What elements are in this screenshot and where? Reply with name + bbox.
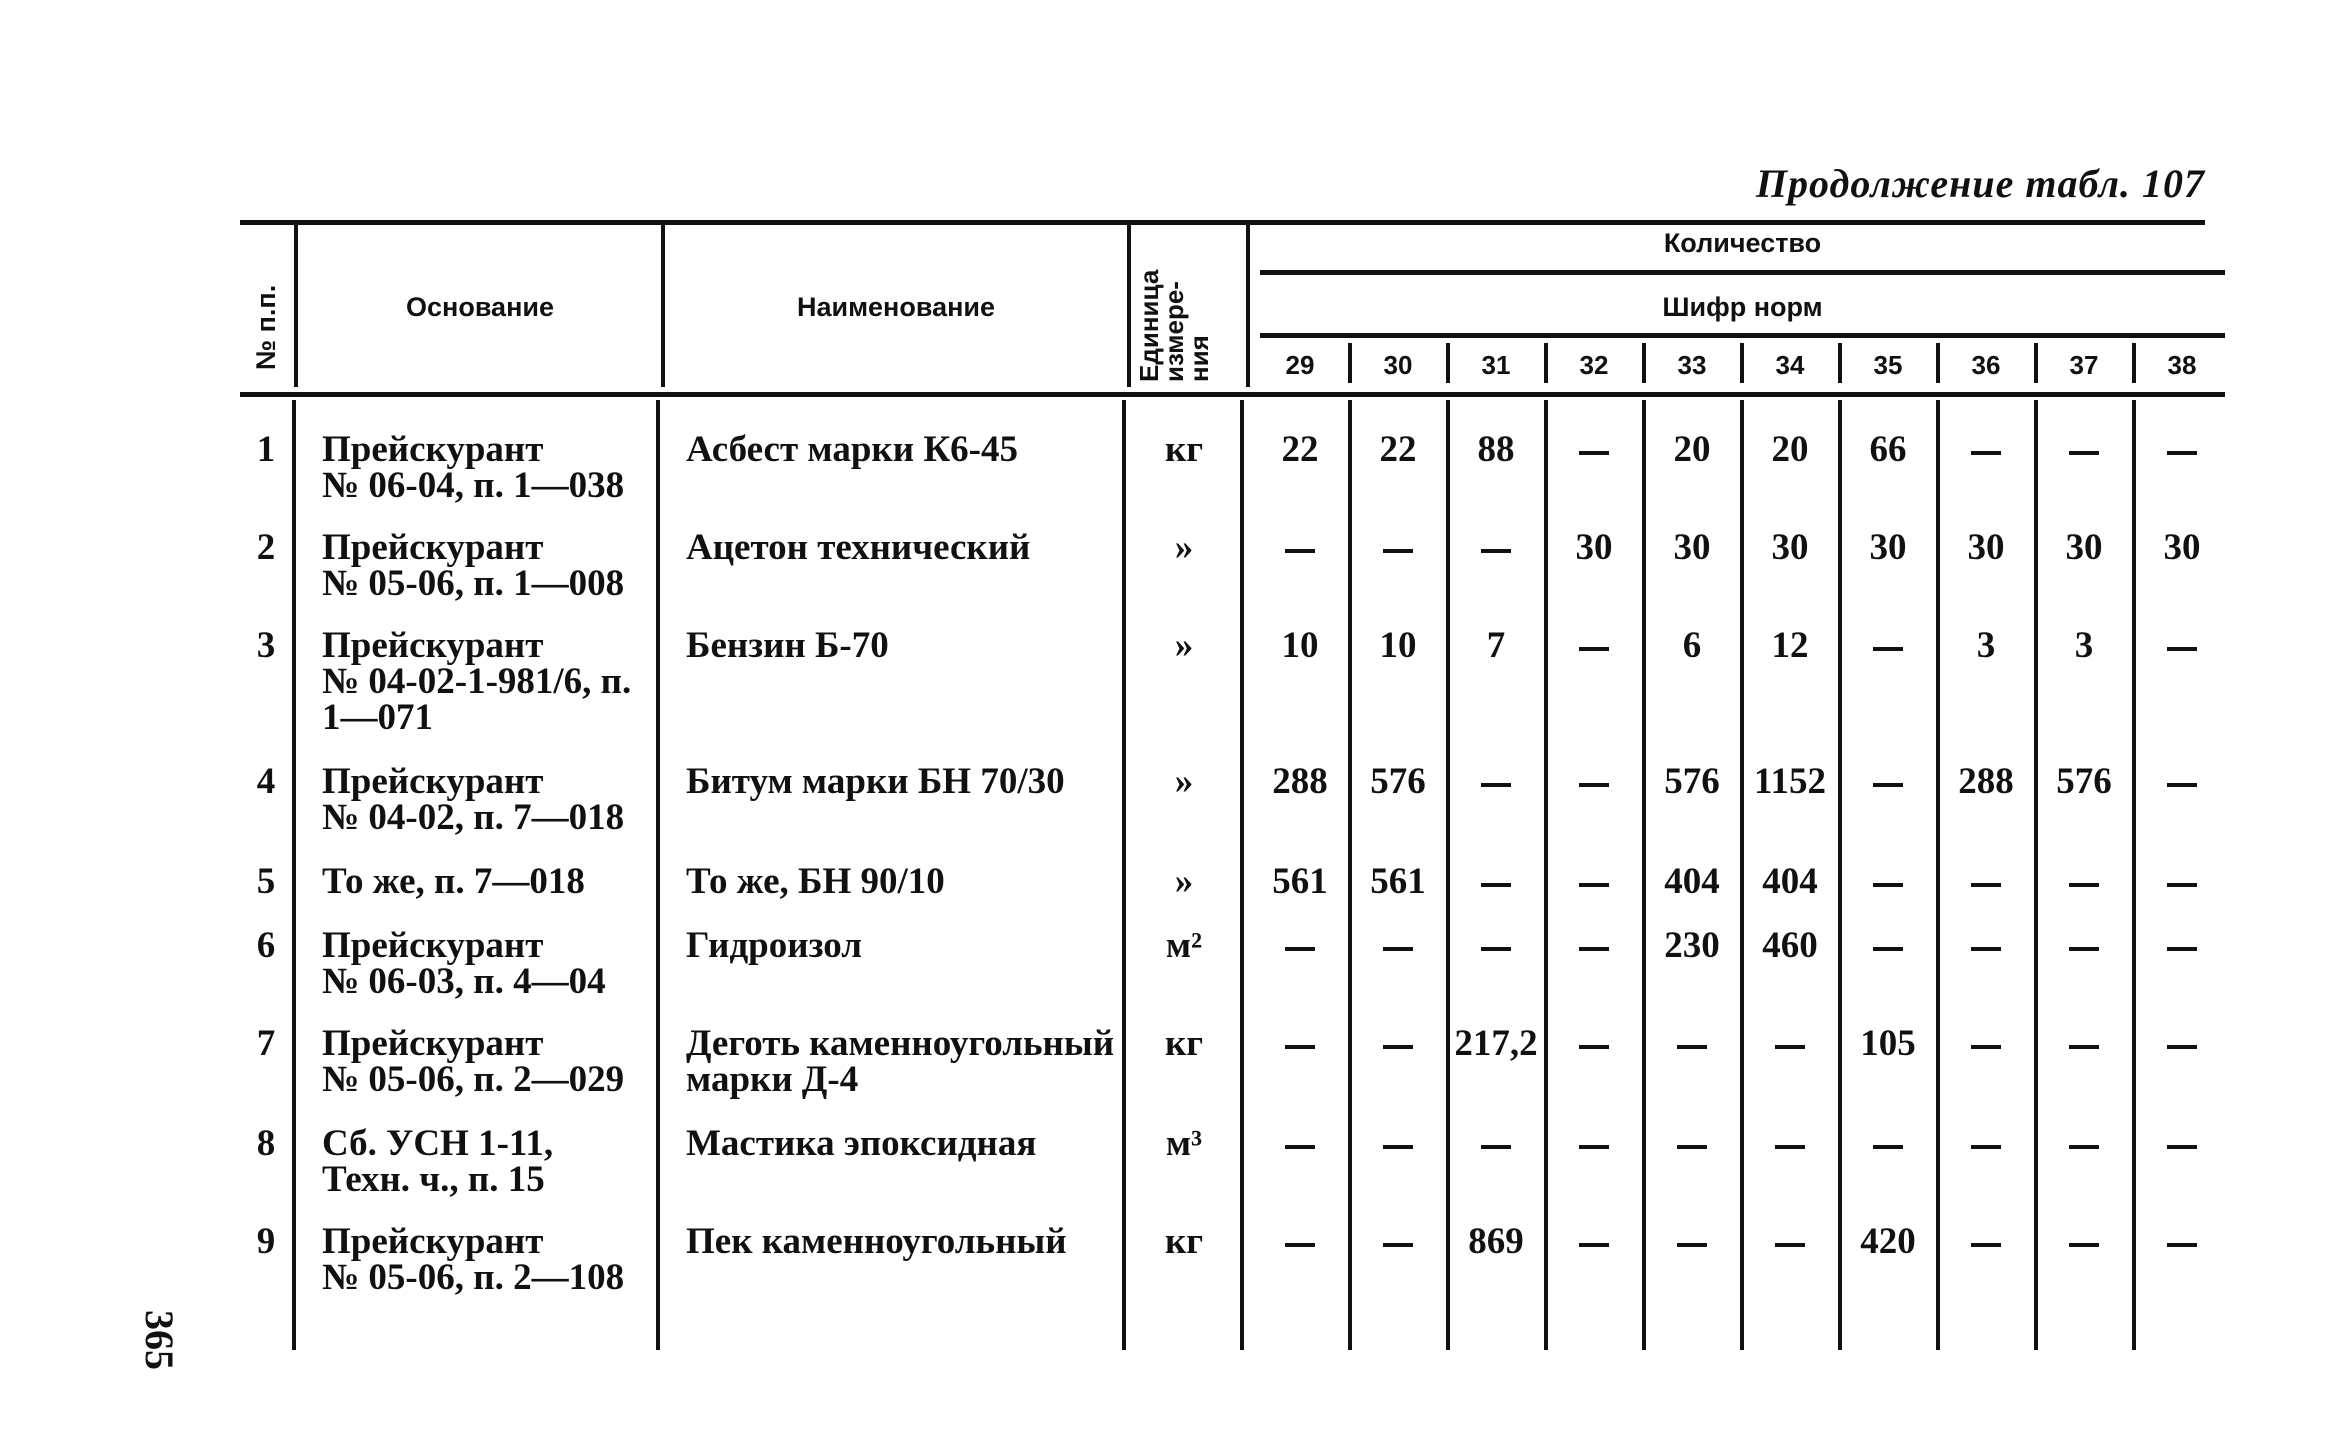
row-unit: » [1174, 861, 1194, 902]
name-line: Деготь каменноугольный [686, 1023, 1115, 1064]
row-unit: кг [1164, 1023, 1204, 1064]
quantity-cell: 12 [1771, 625, 1809, 666]
quantity-cell: 288 [1958, 761, 2014, 802]
basis-line: Прейскурант [322, 1221, 544, 1262]
norm-code-35: 35 [1873, 350, 1903, 380]
row-number: 1 [256, 429, 276, 470]
basis-line: № 06-04, п. 1—038 [322, 465, 625, 506]
dash-mark [1971, 883, 2001, 887]
quantity-cell [2134, 928, 2230, 964]
dash-mark [1285, 1045, 1315, 1049]
basis-line: Сб. УСН 1-11, [322, 1123, 554, 1164]
quantity-cell [1840, 928, 1936, 964]
basis-line: № 05-06, п. 2—029 [322, 1059, 625, 1100]
name-line: Асбест марки К6-45 [686, 429, 1018, 470]
norm-code-divider [1936, 343, 1940, 383]
dash-mark [2069, 947, 2099, 951]
quantity-cell [1742, 1026, 1838, 1062]
header-divider [294, 225, 298, 387]
row-name [686, 1023, 1116, 1100]
row-number: 7 [256, 1023, 276, 1064]
quantity-cell: 88 [1477, 429, 1515, 470]
quantity-cell: 561 [1370, 861, 1426, 902]
quantity-cell [2134, 864, 2230, 900]
quantity-cell: 1152 [1754, 761, 1826, 802]
quantity-cell [1840, 864, 1936, 900]
quantity-cell [2134, 432, 2230, 468]
table-row [0, 527, 2335, 620]
header-basis: Основание [406, 292, 554, 322]
basis-line: № 05-06, п. 1—008 [322, 563, 625, 604]
dash-mark [1971, 1243, 2001, 1247]
row-name [686, 761, 1116, 802]
quantity-cell: 30 [1673, 527, 1711, 568]
dash-mark [1971, 947, 2001, 951]
name-line: То же, БН 90/10 [686, 861, 945, 902]
dash-mark [1677, 1243, 1707, 1247]
quantity-cell [1546, 1026, 1642, 1062]
dash-mark [1481, 947, 1511, 951]
header-divider [1246, 225, 1250, 387]
row-name [686, 625, 1116, 666]
quantity-cell: 576 [1664, 761, 1720, 802]
quantity-cell [1252, 1224, 1348, 1260]
dash-mark [1775, 1145, 1805, 1149]
basis-line: Прейскурант [322, 429, 544, 470]
header-name: Наименование [796, 292, 996, 322]
quantity-cell [2036, 928, 2132, 964]
row-unit: м² [1165, 925, 1203, 966]
row-number: 5 [256, 861, 276, 902]
quantity-cell: 66 [1869, 429, 1907, 470]
dash-mark [1285, 1145, 1315, 1149]
header-unit: Единица измере-ния [1134, 269, 1214, 382]
dash-mark [1873, 647, 1903, 651]
row-name [686, 1221, 1116, 1262]
quantity-cell [2036, 432, 2132, 468]
table-top-rule [240, 220, 2205, 225]
dash-mark [1677, 1145, 1707, 1149]
basis-line: № 05-06, п. 2—108 [322, 1257, 625, 1298]
quantity-cell [1840, 1126, 1936, 1162]
quantity-cell: 576 [2056, 761, 2112, 802]
table-caption: Продолжение табл. 107 [1755, 161, 2205, 206]
quantity-cell: 22 [1281, 429, 1319, 470]
quantity-cell: 30 [2163, 527, 2201, 568]
quantity-cell [1938, 432, 2034, 468]
quantity-cell [2036, 864, 2132, 900]
row-basis [322, 625, 652, 738]
row-basis [322, 1123, 652, 1200]
table-row [0, 1123, 2335, 1216]
dash-mark [1383, 947, 1413, 951]
quantity-cell [2134, 1026, 2230, 1062]
dash-mark [1971, 451, 2001, 455]
quantity-cell [1742, 1126, 1838, 1162]
row-basis [322, 925, 652, 1002]
dash-mark [1873, 947, 1903, 951]
header-divider [1127, 225, 1131, 387]
quantity-cell: 20 [1771, 429, 1809, 470]
dash-mark [1873, 1145, 1903, 1149]
quantity-cell: 30 [1771, 527, 1809, 568]
quantity-cell: 6 [1682, 625, 1702, 666]
dash-mark [1873, 883, 1903, 887]
dash-mark [2167, 1045, 2197, 1049]
dash-mark [1383, 1243, 1413, 1247]
quantity-cell [1644, 1126, 1740, 1162]
row-number: 6 [256, 925, 276, 966]
quantity-cell [1742, 1224, 1838, 1260]
table-row [0, 761, 2335, 854]
quantity-cell: 22 [1379, 429, 1417, 470]
quantity-cell [2134, 1126, 2230, 1162]
table-row [0, 429, 2335, 522]
quantity-cell [1448, 864, 1544, 900]
dash-mark [1971, 1145, 2001, 1149]
dash-mark [1383, 1145, 1413, 1149]
name-line: марки Д-4 [686, 1059, 859, 1100]
dash-mark [2069, 883, 2099, 887]
quantity-cell [2036, 1026, 2132, 1062]
header-divider [661, 225, 665, 387]
quantity-cell [1448, 764, 1544, 800]
dash-mark [1775, 1045, 1805, 1049]
dash-mark [2167, 451, 2197, 455]
quantity-cell [1546, 764, 1642, 800]
dash-mark [1677, 1045, 1707, 1049]
quantity-cell: 404 [1762, 861, 1818, 902]
dash-mark [2069, 1145, 2099, 1149]
dash-mark [2069, 1243, 2099, 1247]
row-name [686, 925, 1116, 966]
row-name [686, 861, 1116, 902]
dash-mark [1285, 947, 1315, 951]
basis-line: № 06-03, п. 4—04 [322, 961, 606, 1002]
dash-mark [2167, 883, 2197, 887]
dash-mark [1971, 1045, 2001, 1049]
quantity-cell: 30 [2065, 527, 2103, 568]
quantity-cell [1350, 1026, 1446, 1062]
dash-mark [1383, 1045, 1413, 1049]
basis-line: Техн. ч., п. 15 [322, 1159, 545, 1200]
dash-mark [2167, 647, 2197, 651]
quantity-cell [1644, 1026, 1740, 1062]
quantity-cell [1644, 1224, 1740, 1260]
quantity-cell [1252, 530, 1348, 566]
norm-code-divider [1348, 343, 1352, 383]
norm-code-divider [2034, 343, 2038, 383]
quantity-cell: 30 [1967, 527, 2005, 568]
dash-mark [1481, 1145, 1511, 1149]
quantity-cell: 561 [1272, 861, 1328, 902]
name-line: Битум марки БН 70/30 [686, 761, 1065, 802]
quantity-cell [1448, 530, 1544, 566]
dash-mark [1285, 1243, 1315, 1247]
quantity-cell [1938, 1224, 2034, 1260]
quantity-cell: 420 [1860, 1221, 1916, 1262]
quantity-cell: 3 [2074, 625, 2094, 666]
row-unit: » [1174, 527, 1194, 568]
name-line: Ацетон технический [686, 527, 1031, 568]
dash-mark [1481, 549, 1511, 553]
dash-mark [1873, 783, 1903, 787]
basis-line: Прейскурант [322, 625, 544, 666]
quantity-cell [1546, 928, 1642, 964]
quantity-cell: 230 [1664, 925, 1720, 966]
quantity-cell [1938, 1126, 2034, 1162]
row-unit: м³ [1165, 1123, 1203, 1164]
quantity-cell [1448, 928, 1544, 964]
quantity-cell: 30 [1869, 527, 1907, 568]
quantity-cell: 20 [1673, 429, 1711, 470]
dash-mark [2167, 1145, 2197, 1149]
quantity-cell [1350, 928, 1446, 964]
quantity-cell [1546, 864, 1642, 900]
dash-mark [1579, 1045, 1609, 1049]
norm-code-divider [2132, 343, 2136, 383]
quantity-cell [1448, 1126, 1544, 1162]
quantity-cell [1546, 432, 1642, 468]
row-number: 8 [256, 1123, 276, 1164]
basis-line: Прейскурант [322, 761, 544, 802]
table-row [0, 1023, 2335, 1116]
row-basis [322, 1023, 652, 1100]
norm-code-31: 31 [1481, 350, 1511, 380]
dash-mark [2069, 451, 2099, 455]
quantity-cell [2134, 628, 2230, 664]
name-line: Мастика эпоксидная [686, 1123, 1037, 1164]
quantity-cell: 576 [1370, 761, 1426, 802]
row-basis [322, 429, 652, 506]
header-norm-code: Шифр норм [1662, 292, 1823, 322]
norm-code-37: 37 [2069, 350, 2099, 380]
dash-mark [2167, 947, 2197, 951]
quantity-cell: 217,2 [1454, 1023, 1538, 1064]
norm-code-34: 34 [1775, 350, 1805, 380]
quantity-cell [2036, 1224, 2132, 1260]
quantity-cell [1840, 764, 1936, 800]
row-basis [322, 761, 652, 838]
dash-mark [1579, 451, 1609, 455]
dash-mark [1579, 1145, 1609, 1149]
quantity-cell [1546, 1126, 1642, 1162]
header-bottom-rule [240, 392, 2225, 397]
quantity-cell [1840, 628, 1936, 664]
row-unit: » [1174, 761, 1194, 802]
norm-code-divider [1446, 343, 1450, 383]
quantity-cell [1938, 864, 2034, 900]
row-unit: кг [1164, 1221, 1204, 1262]
quantity-cell: 288 [1272, 761, 1328, 802]
norm-code-36: 36 [1971, 350, 2001, 380]
quantity-cell [1252, 1026, 1348, 1062]
quantity-cell: 460 [1762, 925, 1818, 966]
quantity-cell: 105 [1860, 1023, 1916, 1064]
basis-line: Прейскурант [322, 925, 544, 966]
row-basis [322, 1221, 652, 1298]
name-line: Бензин Б-70 [686, 625, 889, 666]
dash-mark [1579, 647, 1609, 651]
basis-line: Прейскурант [322, 1023, 544, 1064]
dash-mark [2069, 1045, 2099, 1049]
quantity-cell: 10 [1281, 625, 1319, 666]
quantity-cell [2036, 1126, 2132, 1162]
row-name [686, 429, 1116, 470]
norm-code-38: 38 [2167, 350, 2197, 380]
dash-mark [1579, 783, 1609, 787]
table-row [0, 625, 2335, 738]
quantity-cell [1546, 628, 1642, 664]
norm-code-divider [1838, 343, 1842, 383]
dash-mark [1285, 549, 1315, 553]
quantity-cell: 404 [1664, 861, 1720, 902]
table-row [0, 1221, 2335, 1314]
quantity-cell: 10 [1379, 625, 1417, 666]
row-number: 9 [256, 1221, 276, 1262]
quantity-cell: 869 [1468, 1221, 1524, 1262]
quantity-cell [1252, 928, 1348, 964]
quantity-cell [1938, 1026, 2034, 1062]
basis-line: То же, п. 7—018 [322, 861, 585, 902]
dash-mark [1579, 1243, 1609, 1247]
quantity-rule [1260, 270, 2225, 275]
norm-code-rule [1260, 333, 2225, 338]
row-name [686, 527, 1116, 568]
quantity-cell [1546, 1224, 1642, 1260]
quantity-cell: 7 [1486, 625, 1506, 666]
table-row [0, 925, 2335, 1018]
dash-mark [1481, 783, 1511, 787]
quantity-cell [1350, 530, 1446, 566]
basis-line: № 04-02, п. 7—018 [322, 797, 625, 838]
norm-code-32: 32 [1579, 350, 1609, 380]
quantity-cell [1350, 1126, 1446, 1162]
basis-line: Прейскурант [322, 527, 544, 568]
row-name [686, 1123, 1116, 1164]
dash-mark [2167, 1243, 2197, 1247]
basis-line: № 04-02-1-981/6, п. [322, 661, 632, 702]
dash-mark [1775, 1243, 1805, 1247]
basis-line: 1—071 [322, 697, 433, 738]
quantity-cell: 30 [1575, 527, 1613, 568]
quantity-cell [2134, 764, 2230, 800]
header-num: № п.п. [251, 284, 281, 370]
norm-code-29: 29 [1285, 350, 1315, 380]
name-line: Пек каменноугольный [686, 1221, 1067, 1262]
row-number: 3 [256, 625, 276, 666]
quantity-cell [1350, 1224, 1446, 1260]
dash-mark [1481, 883, 1511, 887]
quantity-cell [1938, 928, 2034, 964]
dash-mark [1383, 549, 1413, 553]
quantity-cell: 3 [1976, 625, 1996, 666]
dash-mark [1579, 947, 1609, 951]
row-unit: » [1174, 625, 1194, 666]
row-basis [322, 861, 652, 902]
row-unit: кг [1164, 429, 1204, 470]
quantity-cell [1252, 1126, 1348, 1162]
dash-mark [1579, 883, 1609, 887]
row-basis [322, 527, 652, 604]
norm-code-divider [1740, 343, 1744, 383]
name-line: Гидроизол [686, 925, 862, 966]
quantity-cell [2134, 1224, 2230, 1260]
row-number: 2 [256, 527, 276, 568]
header-quantity: Количество [1663, 228, 1822, 258]
norm-code-30: 30 [1383, 350, 1413, 380]
norm-code-divider [1544, 343, 1548, 383]
page-number: 365 [137, 1310, 182, 1370]
dash-mark [2167, 783, 2197, 787]
norm-code-divider [1642, 343, 1646, 383]
norm-code-33: 33 [1677, 350, 1707, 380]
row-number: 4 [256, 761, 276, 802]
